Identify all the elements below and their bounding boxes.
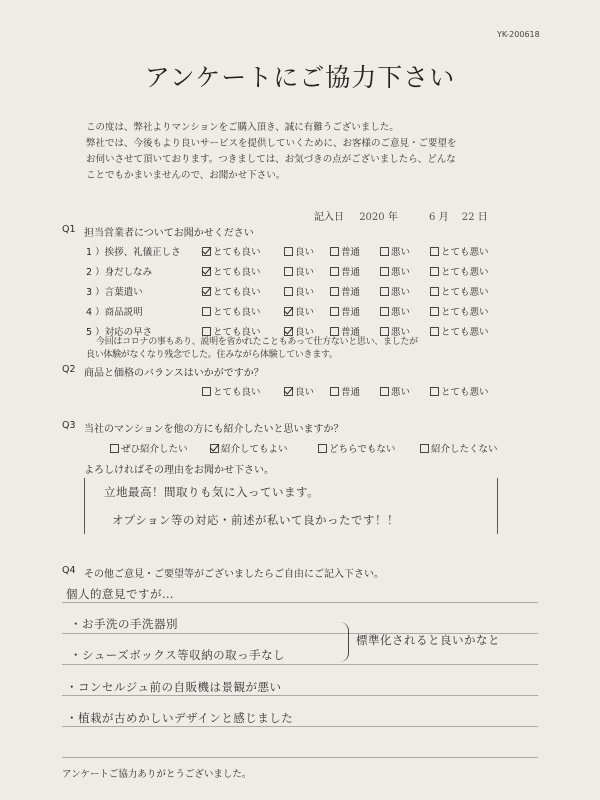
checkbox[interactable] [284,267,293,276]
q1-option[interactable] [202,264,261,278]
checkbox[interactable] [202,387,211,396]
ruled-line [62,726,538,727]
q3-option[interactable] [318,441,395,455]
q1-row-label: 1 ）挨拶、礼儀正しさ [86,247,181,258]
checkbox[interactable] [330,267,339,276]
checkbox[interactable] [430,307,439,316]
date-month[interactable]: 6 [429,212,436,223]
option-label: 悪い [391,267,411,278]
q3-number: Q3 [62,420,76,431]
checkbox[interactable] [284,387,293,396]
option-label: とても悪い [441,307,489,318]
checkbox[interactable] [202,287,211,296]
option-label: とても良い [213,307,261,318]
intro-line: ことでもかまいませんので、お聞かせ下さい。 [86,170,286,181]
q1-option[interactable] [430,304,489,318]
checkbox[interactable] [430,327,439,336]
intro-line: この度は、弊社よりマンションをご購入頂き、誠に有難うございました。 [86,122,399,133]
checkbox[interactable] [430,267,439,276]
q2-option[interactable] [430,384,489,398]
option-label: とても良い [213,327,261,338]
checkbox[interactable] [330,247,339,256]
q3-reason-prompt: よろしければその理由をお聞かせ下さい。 [84,465,274,476]
q1-option[interactable] [430,324,489,338]
checkbox[interactable] [420,444,429,453]
option-label: とても悪い [441,267,489,278]
option-label: とても悪い [441,327,489,338]
q1-option[interactable] [330,284,360,298]
checkbox[interactable] [202,247,211,256]
checkbox[interactable] [380,247,389,256]
q3-question: 当社のマンションを他の方にも紹介したいと思いますか？ [84,424,344,435]
option-label: 紹介してもよい [221,444,288,455]
option-label: 普通 [341,287,361,298]
checkbox[interactable] [430,247,439,256]
checkbox[interactable] [380,307,389,316]
q3-reason-line2: オプション等の対応・前述が私いて良かったです！！ [112,513,399,527]
option-label: 良い [295,247,315,258]
checkbox[interactable] [284,247,293,256]
q4-line: ・お手洗の手洗器別 [70,617,178,631]
q1-option[interactable] [284,244,314,258]
q2-option[interactable] [380,384,410,398]
checkbox[interactable] [210,444,219,453]
q3-reason-line1: 立地最高！間取りも気に入っています。 [104,485,320,499]
option-label: 良い [295,307,315,318]
option-label: 普通 [341,307,361,318]
q4-question: その他ご意見・ご要望等がございましたらご自由にご記入下さい。 [84,569,384,580]
q1-option[interactable] [380,284,410,298]
bracket-mark [340,622,349,662]
option-label: 良い [295,327,315,338]
q1-option[interactable] [430,244,489,258]
intro-paragraph [86,120,457,184]
q4-line: ・シューズボックス等収納の取っ手なし [70,648,286,662]
option-label: とても良い [213,247,261,258]
checkbox[interactable] [202,267,211,276]
checkbox[interactable] [284,287,293,296]
option-label: 悪い [391,287,411,298]
option-label: とても悪い [441,387,489,398]
intro-line: お伺いさせて頂いております。つきましては、お気づきの点がございましたら、どんな [86,154,456,165]
checkbox[interactable] [330,307,339,316]
checkbox[interactable] [202,307,211,316]
option-label: ぜひ紹介したい [121,444,188,455]
q1-handwritten-note-line1: 今回はコロナの事もあり、説明を省かれたこともあって仕方ないと思い、ましたが [96,337,418,347]
date-day-unit: 日 [477,212,488,223]
q1-option[interactable] [330,264,360,278]
option-label: 普通 [341,387,361,398]
checkbox[interactable] [430,287,439,296]
closing-message: アンケートご協力ありがとうございました。 [62,769,252,780]
option-label: 普通 [341,247,361,258]
option-label: 良い [295,287,315,298]
date-label: 記入日 [314,212,344,223]
option-label: 悪い [391,387,411,398]
q1-option[interactable] [202,244,261,258]
date-month-unit: 月 [438,212,449,223]
intro-line: 弊社では、今後もより良いサービスを提供していくために、お客様のご意見・ご要望を [86,138,457,149]
q2-question: 商品と価格のバランスはいかがですか？ [84,368,264,379]
q1-option[interactable] [330,304,360,318]
document-id: YK-200618 [497,30,540,39]
q1-option[interactable] [202,284,261,298]
option-label: 良い [295,387,315,398]
q1-row-label: 4 ）商品説明 [86,307,143,318]
option-label: 悪い [391,247,411,258]
ruled-line [62,602,538,603]
checkbox[interactable] [380,267,389,276]
q1-option[interactable] [284,264,314,278]
option-label: 紹介したくない [431,444,498,455]
ruled-line [62,757,538,758]
q1-option[interactable] [284,304,314,318]
q1-handwritten-note-line2: 良い体験がなくなり残念でした。住みながら体験していきます。 [86,350,338,360]
option-label: とても良い [213,387,261,398]
ruled-line [62,695,538,696]
q1-option[interactable] [330,244,360,258]
option-label: どちらでもない [329,444,396,455]
q4-number: Q4 [62,565,76,576]
q4-bracket-note: 標準化されると良いかなと [356,633,500,647]
q3-option[interactable] [210,441,288,455]
q2-option[interactable] [330,384,360,398]
checkbox[interactable] [318,444,327,453]
q3-option[interactable] [420,441,498,455]
q1-option[interactable] [284,284,314,298]
q1-row-label: 2 ）身だしなみ [86,267,153,278]
option-label: 良い [295,267,315,278]
option-label: とても悪い [441,247,489,258]
date-day[interactable]: 22 [461,212,475,223]
option-label: 悪い [391,327,411,338]
date-line [314,208,488,223]
q1-row-label: 5 ）対応の早さ [86,327,153,338]
checkbox[interactable] [284,307,293,316]
q1-question: 担当営業者についてお聞かせください [84,228,254,239]
q1-option[interactable] [202,304,261,318]
q2-option[interactable] [284,384,314,398]
checkbox[interactable] [380,287,389,296]
checkbox[interactable] [430,387,439,396]
option-label: とても良い [213,287,261,298]
q4-line: ・植栽が古めかしいデザインと感じました [66,711,294,725]
option-label: 普通 [341,327,361,338]
date-year[interactable]: 2020 [359,212,385,223]
ruled-line [62,664,538,665]
q1-number: Q1 [62,224,76,235]
checkbox[interactable] [380,387,389,396]
q1-option[interactable] [430,264,489,278]
q1-option[interactable] [380,264,410,278]
option-label: 悪い [391,307,411,318]
page-title: アンケートにご協力下さい [144,63,456,92]
option-label: 普通 [341,267,361,278]
q1-row-label: 3 ）言葉遣い [86,287,143,298]
q1-option[interactable] [380,244,410,258]
q2-option[interactable] [202,384,261,398]
checkbox[interactable] [330,387,339,396]
date-year-unit: 年 [387,212,398,223]
q4-line: ・コンセルジュ前の自販機は景観が悪い [66,680,282,694]
checkbox[interactable] [330,287,339,296]
q4-line: 個人的意見ですが… [66,587,174,601]
q3-option[interactable] [110,441,188,455]
q2-number: Q2 [62,364,76,375]
option-label: とても悪い [441,287,489,298]
option-label: とても良い [213,267,261,278]
q1-option[interactable] [430,284,489,298]
checkbox[interactable] [110,444,119,453]
q1-option[interactable] [380,304,410,318]
